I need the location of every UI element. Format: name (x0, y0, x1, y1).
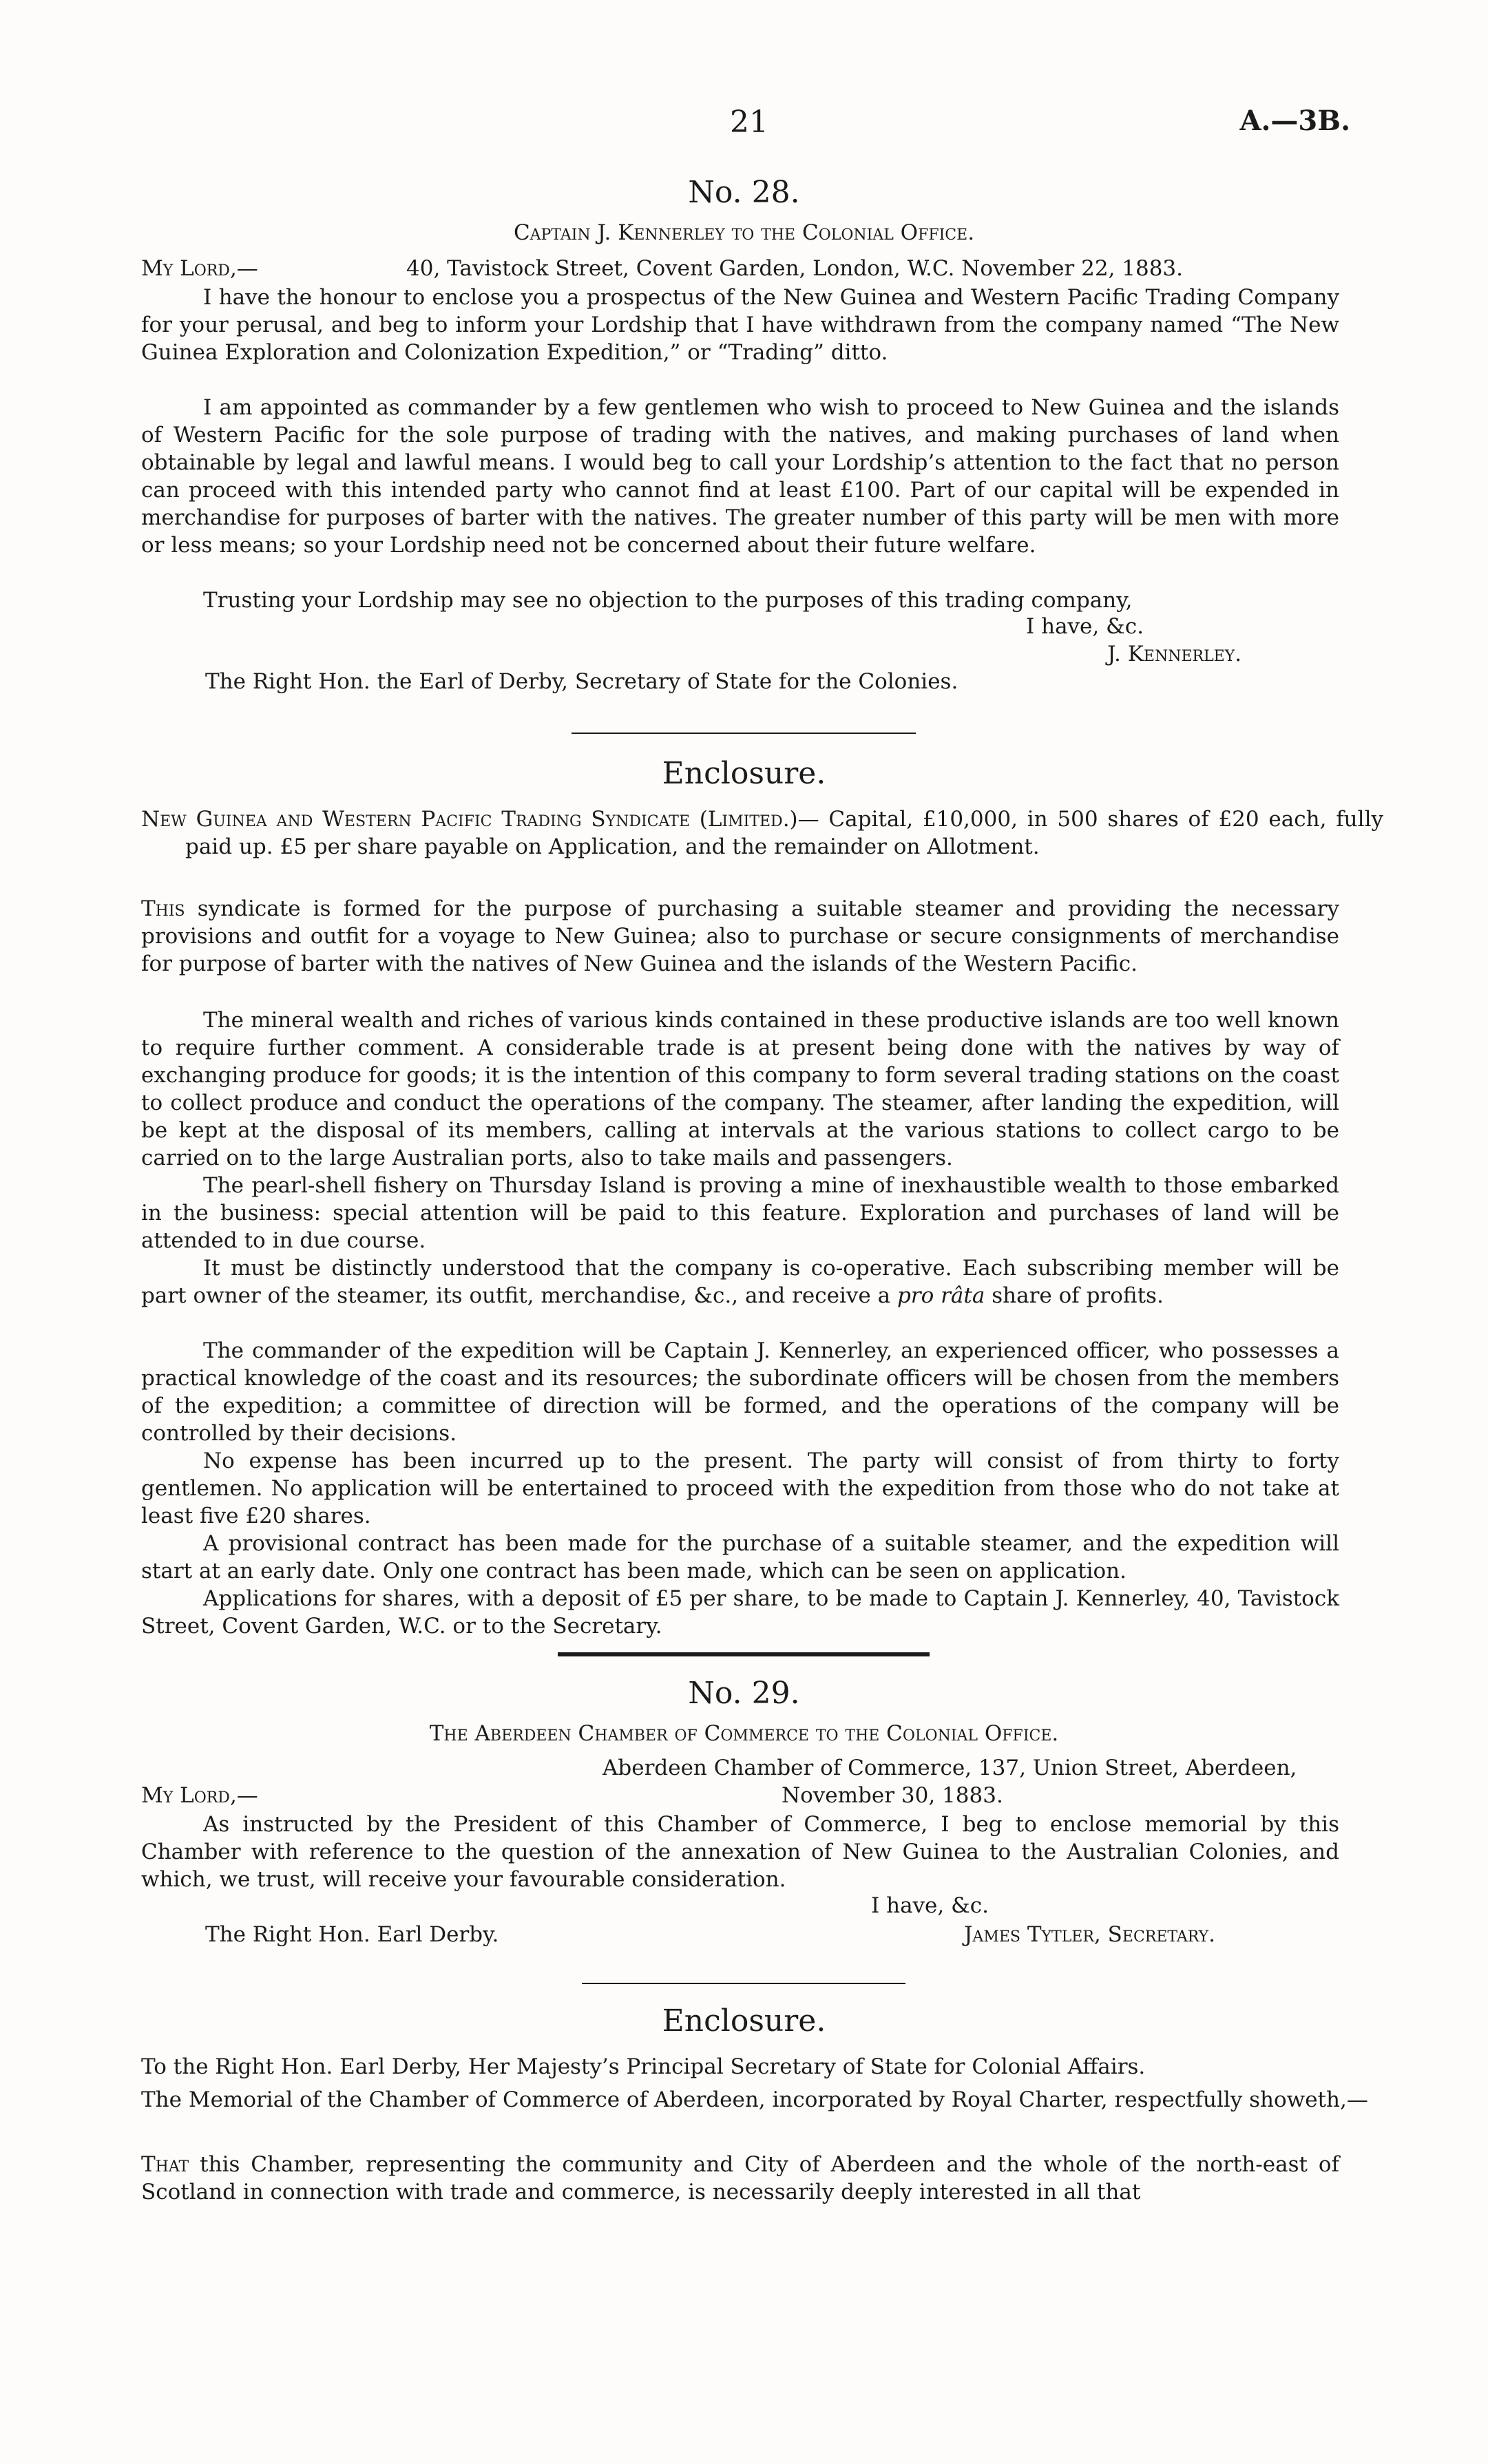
no28-subheading: Captain J. Kennerley to the Colonial Office. (513, 220, 975, 245)
page-number: 21 (730, 105, 768, 140)
enclosure1-paragraph-2: The mineral wealth and riches of various kinds contained in these productive islands are too well known to require further comment. A considerable trade is at present being done with the natives by way of exchanging produce for goods; it is the intention of this company to form several trading stations on the coast to collect produce and conduct the operations of the company. The steamer, after landing the expedition, will be kept at the disposal of its members, calling at intervals at the various stations to collect cargo to be carried on to the large Australian ports, also to take mails and passengers. (141, 1008, 1339, 1170)
section-divider-thick (558, 1652, 930, 1656)
enclosure2-line1: To the Right Hon. Earl Derby, Her Majesty’s Principal Secretary of State for Colonial Affairs. (141, 2054, 1146, 2079)
enclosure1-paragraph-4 (141, 1254, 1339, 1309)
enclosure2-line2: The Memorial of the Chamber of Commerce of Aberdeen, incorporated by Royal Charter, respectfully showeth,— (141, 2087, 1368, 2112)
enclosure2-first-text: this Chamber, representing the community and City of Aberdeen and the whole of the north-east of Scotland in connection with trade and commerce, is necessarily deeply interested in all that (141, 2152, 1339, 2204)
document-ref: A.—3B. (1239, 105, 1350, 137)
enclosure1-first-word: This (141, 896, 185, 921)
enclosure2-paragraph (141, 2151, 1339, 2206)
enclosure2-first-word: That (141, 2152, 189, 2177)
syndicate-name: New Guinea and Western Pacific Trading Syndicate (Limited.) (141, 807, 798, 832)
p4-text-b: share of profits. (985, 1283, 1164, 1308)
p4-italic: pro râta (897, 1283, 985, 1308)
no28-paragraph-2: I am appointed as commander by a few gentlemen who wish to proceed to New Guinea and the islands of Western Pacific for the sole purpose of trading with the natives, and making purchases of land when obtainable by legal and lawful means. I would beg to call your Lordship’s attention to the fact that no person can proceed with this intended party who cannot find at least £100. Part of our capital will be expended in merchandise for purposes of barter with the natives. The greater number of this party will be men with more or less means; so your Lordship need not be concerned about their future welfare. (141, 395, 1339, 558)
enclosure2-heading: Enclosure. (662, 2003, 826, 2039)
no29-addressee: The Right Hon. Earl Derby. (205, 1922, 499, 1947)
no28-salutation: My Lord,— (141, 256, 258, 281)
section-divider (582, 1983, 905, 1984)
no29-address-line1: Aberdeen Chamber of Commerce, 137, Union Street, Aberdeen, (602, 1756, 1297, 1780)
no29-heading: No. 29. (688, 1676, 800, 1711)
no29-address-line2: November 30, 1883. (782, 1783, 1003, 1808)
enclosure1-paragraph-5: The commander of the expedition will be Captain J. Kennerley, an experienced officer, who possesses a practical knowledge of the coast and its resources; the subordinate officers will be chosen from the members of the expedition; a committee of direction will be formed, and the operations of the company will be controlled by their decisions. (141, 1338, 1339, 1446)
no28-address: 40, Tavistock Street, Covent Garden, London, W.C. November 22, 1883. (406, 256, 1184, 281)
no28-paragraph-3: Trusting your Lordship may see no objection to the purposes of this trading company, (203, 588, 1133, 613)
enclosure1-paragraph-8: Applications for shares, with a deposit of £5 per share, to be made to Captain J. Kennerley, 40, Tavistock Street, Covent Garden, W.C. or to the Secretary. (141, 1586, 1339, 1639)
enclosure1-paragraph-3: The pearl-shell fishery on Thursday Island is proving a mine of inexhaustible wealth to those embarked in the business: special attention will be paid to this feature. Exploration and purchases of land will be attended to in due course. (141, 1173, 1339, 1253)
no29-closing: I have, &c. (871, 1893, 989, 1918)
no29-signature: James Tytler, Secretary. (964, 1922, 1216, 1947)
no29-salutation: My Lord,— (141, 1783, 258, 1808)
section-divider (572, 733, 916, 734)
enclosure1-paragraph-6: No expense has been incurred up to the present. The party will consist of from thirty to forty gentlemen. No application will be entertained to proceed with the expedition from those who do not take at least five £20 shares. (141, 1449, 1339, 1528)
enclosure1-heading: Enclosure. (662, 756, 826, 791)
enclosure1-title (141, 805, 1383, 861)
p4-text-a: It must be distinctly understood that the company is co-operative. Each subscribing member will be part owner of the steamer, its outfit, merchandise, &c., and receive a (141, 1256, 1339, 1308)
no28-closing: I have, &c. (1026, 614, 1144, 639)
no29-subheading: The Aberdeen Chamber of Commerce to the Colonial Office. (429, 1721, 1059, 1746)
no28-paragraph-1: I have the honour to enclose you a prospectus of the New Guinea and Western Pacific Trading Company for your perusal, and beg to inform your Lordship that I have withdrawn from the company named “The New Guinea Exploration and Colonization Expedition,” or “Trading” ditto. (141, 285, 1339, 365)
no28-heading: No. 28. (688, 175, 800, 210)
no28-addressee: The Right Hon. the Earl of Derby, Secretary of State for the Colonies. (205, 669, 958, 694)
no28-signature: J. Kennerley. (1107, 642, 1242, 666)
syndicate-capital: — Capital, £10,000, in 500 shares of £20 each, fully paid up. £5 per share payable on Application, and the remainder on Allotment. (185, 807, 1383, 859)
enclosure1-first-text: syndicate is formed for the purpose of purchasing a suitable steamer and providing the necessary provisions and outfit for a voyage to New Guinea; also to purchase or secure consignments of merchandise for purpose of barter with the natives of New Guinea and the islands of the Western Pacific. (141, 896, 1339, 976)
enclosure1-paragraph-1 (141, 895, 1339, 978)
enclosure1-paragraph-7: A provisional contract has been made for the purchase of a suitable steamer, and the expedition will start at an early date. Only one contract has been made, which can be seen on application. (141, 1531, 1339, 1583)
no29-paragraph: As instructed by the President of this Chamber of Commerce, I beg to enclose memorial by this Chamber with reference to the question of the annexation of New Guinea to the Australian Colonies, and which, we trust, will receive your favourable consideration. (141, 1812, 1339, 1892)
